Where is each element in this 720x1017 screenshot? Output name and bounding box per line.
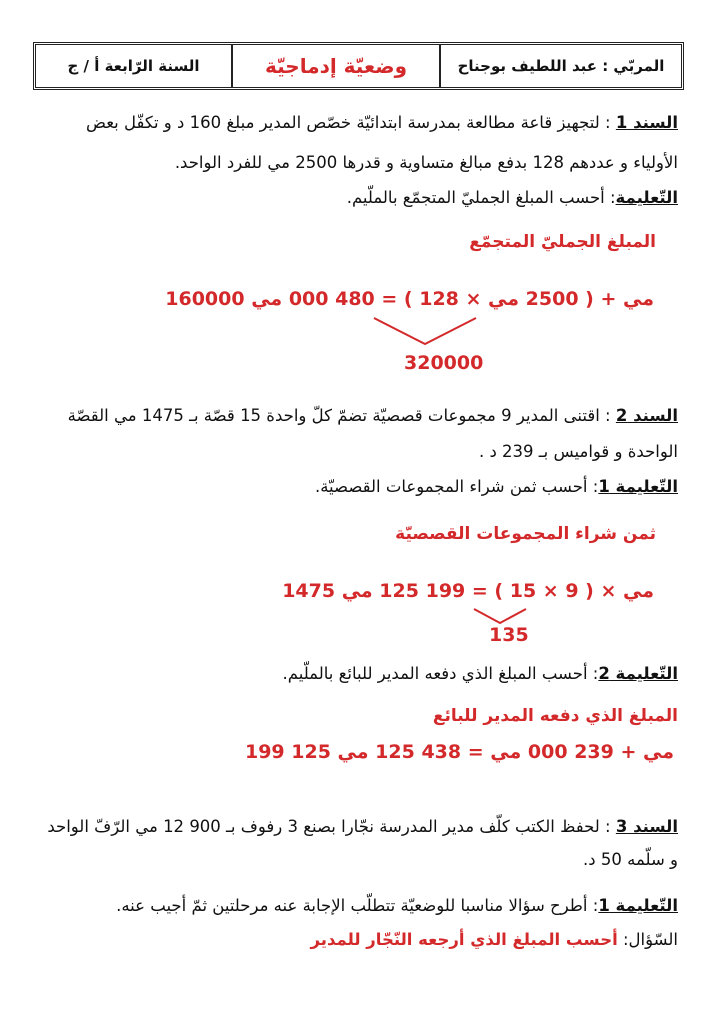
- sanad3-label: السند 3: [615, 817, 678, 836]
- sanad3-instruction: [116, 896, 678, 915]
- sanad1-line1: [86, 113, 678, 132]
- sanad3-question-label: السّؤال:: [623, 930, 678, 949]
- sanad2-calculation1: 1475 مي × ( 9 × 15 ) = 199 125 مي: [282, 580, 654, 602]
- header-box: [33, 42, 684, 90]
- sanad2-calculation2: 199 125 مي + 239 000 مي = 438 125 مي: [244, 741, 674, 763]
- teacher-name: المربّي : عبد اللطيف بوجناح: [439, 45, 681, 87]
- sanad1-text1: : لتجهيز قاعة مطالعة بمدرسة ابتدائيّة خصّص المدير مبلغ 160 د و تكفّل بعض: [86, 113, 611, 132]
- sanad3-line2: و سلّمه 50 د.: [583, 850, 678, 869]
- sanad3-instruction-text: : أطرح سؤالا مناسبا للوضعيّة تتطلّب الإجابة عنه مرحلتين ثمّ أجيب عنه.: [116, 896, 599, 915]
- sanad2-label: السند 2: [615, 406, 678, 425]
- sanad3-question: [311, 930, 678, 949]
- sanad1-instruction: [347, 188, 678, 207]
- sanad1-answer-title: المبلغ الجمليّ المتجمّع: [469, 232, 656, 252]
- sanad1-instruction-label: التّعليمة: [615, 188, 678, 207]
- sanad2-line1: [68, 406, 678, 425]
- sanad1-partial-result: 320000: [404, 352, 484, 374]
- sanad2-answer2-title: المبلغ الذي دفعه المدير للبائع: [432, 706, 678, 726]
- sanad2-answer1-title: ثمن شراء المجموعات القصصيّة: [395, 524, 656, 544]
- sanad1-label: السند 1: [615, 113, 678, 132]
- sanad3-line1: [47, 817, 678, 836]
- sanad3-question-text: أحسب المبلغ الذي أرجعه النّجّار للمدير: [310, 930, 618, 949]
- sanad1-instruction-text: : أحسب المبلغ الجمليّ المتجمّع بالملّيم.: [346, 188, 616, 207]
- sanad2-instruction1: [315, 477, 678, 496]
- worksheet-title: وضعيّة إدماجيّة: [231, 45, 439, 87]
- sanad2-instruction2: [283, 664, 678, 683]
- sanad2-line2: الواحدة و قواميس بـ 239 د .: [478, 442, 678, 461]
- sanad2-partial-result: 135: [489, 624, 529, 646]
- sanad2-instruction1-text: : أحسب ثمن شراء المجموعات القصصيّة.: [314, 477, 599, 496]
- sanad1-bracket-icon: [370, 314, 480, 350]
- sanad2-instruction1-label: التّعليمة 1: [598, 477, 678, 496]
- sanad1-line2: الأولياء و عددهم 128 بدفع مبالغ متساوية و قدرها 2500 مي للفرد الواحد.: [174, 153, 678, 172]
- class-year: السنة الرّابعة أ / ج: [67, 57, 200, 75]
- sanad2-text1: : اقتنى المدير 9 مجموعات قصصيّة تضمّ كلّ واحدة 15 قصّة بـ 1475 مي القصّة: [67, 406, 611, 425]
- sanad1-calculation: 160000 مي + ( 2500 مي × 128 ) = 480 000 مي: [165, 288, 654, 310]
- sanad3-instruction-label: التّعليمة 1: [598, 896, 678, 915]
- sanad2-instruction2-label: التّعليمة 2: [598, 664, 678, 683]
- sanad2-instruction2-text: : أحسب المبلغ الذي دفعه المدير للبائع بالملّيم.: [282, 664, 599, 683]
- sanad3-text1: : لحفظ الكتب كلّف مدير المدرسة نجّارا بصنع 3 رفوف بـ 900 12 مي الرّفّ الواحد: [47, 817, 611, 836]
